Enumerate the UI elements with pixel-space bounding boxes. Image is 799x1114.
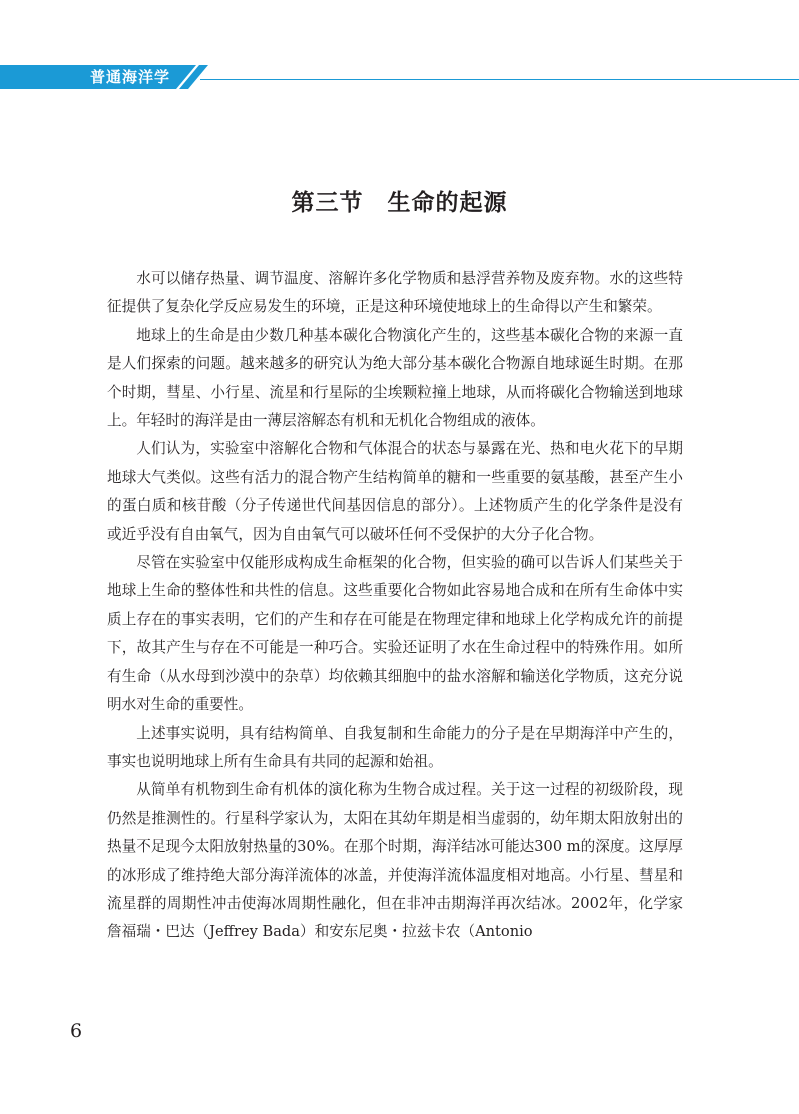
body-text (107, 265, 683, 947)
paragraph-2: 地球上的生命是由少数几种基本碳化合物演化产生的，这些基本碳化合物的来源一直是人们探索的问题。越来越多的研究认为绝大部分基本碳化合物源自地球诞生时期。在那个时期，彗星、小行星、流星和行星际的尘埃颗粒撞上地球，从而将碳化合物输送到地球上。年轻时的海洋是由一薄层溶解态有机和无机化合物组成的液体。 (107, 326, 683, 430)
paragraph-6: 从简单有机物到生命有机体的演化称为生物合成过程。关于这一过程的初级阶段，现仍然是推测性的。行星科学家认为，太阳在其幼年期是相当虚弱的，幼年期太阳放射出的热量不足现今太阳放射热量的30%。在那个时期，海洋结冰可能达300 m的深度。这厚厚的冰形成了维持绝大部分海洋流体的冰盖，并使海洋流体温度相对地高。小行星、彗星和流星群的周期性冲击使海冰周期性融化，但在非冲击期海洋再次结冰。2002年，化学家詹福瑞・巴达（Jeffrey Bada）和安东尼奥・拉兹卡农（Antonio (107, 781, 683, 941)
paragraph-3: 人们认为，实验室中溶解化合物和气体混合的状态与暴露在光、热和电火花下的早期地球大气类似。这些有活力的混合物产生结构简单的糖和一些重要的氨基酸，甚至产生小的蛋白质和核苷酸（分子传递世代间基因信息的部分）。上述物质产生的化学条件是没有或近乎没有自由氧气，因为自由氧气可以破坏任何不受保护的大分子化合物。 (107, 440, 683, 543)
running-header-title: 普通海洋学 (90, 68, 171, 86)
page-number: 6 (70, 1020, 83, 1042)
paragraph-4: 尽管在实验室中仅能形成构成生命框架的化合物，但实验的确可以告诉人们某些关于地球上生命的整体性和共性的信息。这些重要化合物如此容易地合成和在所有生命体中实质上存在的事实表明，它们的产生和存在可能是在物理定律和地球上化学构成允许的前提下，故其产生与存在不可能是一种巧合。实验还证明了水在生命过程中的特殊作用。如所有生命（从水母到沙漠中的杂草）均依赖其细胞中的盐水溶解和输送化学物质，这充分说明水对生命的重要性。 (107, 554, 683, 714)
section-title: 第三节 生命的起源 (291, 190, 508, 216)
paragraph-5: 上述事实说明，具有结构简单、自我复制和生命能力的分子是在早期海洋中产生的，事实也说明地球上所有生命具有共同的起源和始祖。 (107, 724, 683, 770)
paragraph-1: 水可以储存热量、调节温度、溶解许多化学物质和悬浮营养物及废弃物。水的这些特征提供了复杂化学反应易发生的环境，正是这种环境使地球上的生命得以产生和繁荣。 (107, 270, 683, 316)
